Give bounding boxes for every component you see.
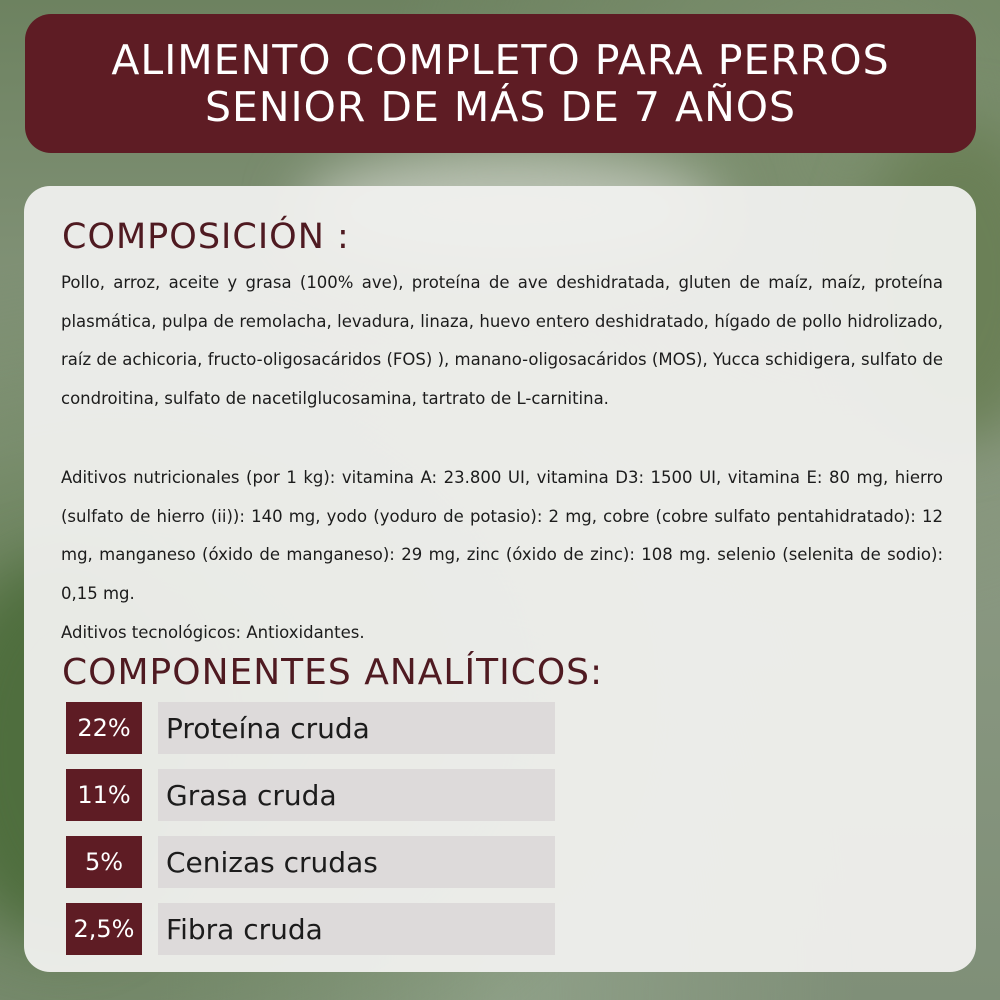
title-line-1: ALIMENTO COMPLETO PARA PERROS (111, 35, 890, 84)
fiber-label: Fibra cruda (158, 903, 555, 955)
title-line-2: SENIOR DE MÁS DE 7 AÑOS (204, 82, 797, 131)
fat-label: Grasa cruda (158, 769, 555, 821)
analytical-components-heading: COMPONENTES ANALÍTICOS: (62, 652, 604, 693)
ash-label: Cenizas crudas (158, 836, 555, 888)
composition-heading: COMPOSICIÓN : (62, 217, 350, 257)
protein-percentage: 22% (66, 702, 142, 754)
technological-additives-text: Aditivos tecnológicos: Antioxidantes. (61, 623, 365, 642)
fat-percentage: 11% (66, 769, 142, 821)
fiber-percentage: 2,5% (66, 903, 142, 955)
title-banner (25, 14, 976, 153)
ingredients-text: Pollo, arroz, aceite y grasa (100% ave), proteína de ave deshidratada, gluten de maíz, maíz, proteína plasmática, pulpa de remolacha, levadura, linaza, huevo entero deshidratado, hígado de pollo hidrolizado, raíz de achicoria, fructo-oligosacáridos (FOS) ), manano-oligosacáridos (MOS), Yucca schidigera, sulfato de condroitina, sulfato de nacetilglucosamina, tartrato de L-carnitina. (61, 273, 943, 408)
ash-percentage: 5% (66, 836, 142, 888)
nutritional-additives-text: Aditivos nutricionales (por 1 kg): vitamina A: 23.800 UI, vitamina D3: 1500 UI, vitamina E: 80 mg, hierro (sulfato de hierro (ii)): 140 mg, yodo (yoduro de potasio): 2 mg, cobre (cobre sulfato pentahidratado): 12 mg, manganeso (óxido de manganeso): 29 mg, zinc (óxido de zinc): 108 mg. selenio (selenita de sodio): 0,15 mg. (61, 468, 943, 603)
protein-label: Proteína cruda (158, 702, 555, 754)
